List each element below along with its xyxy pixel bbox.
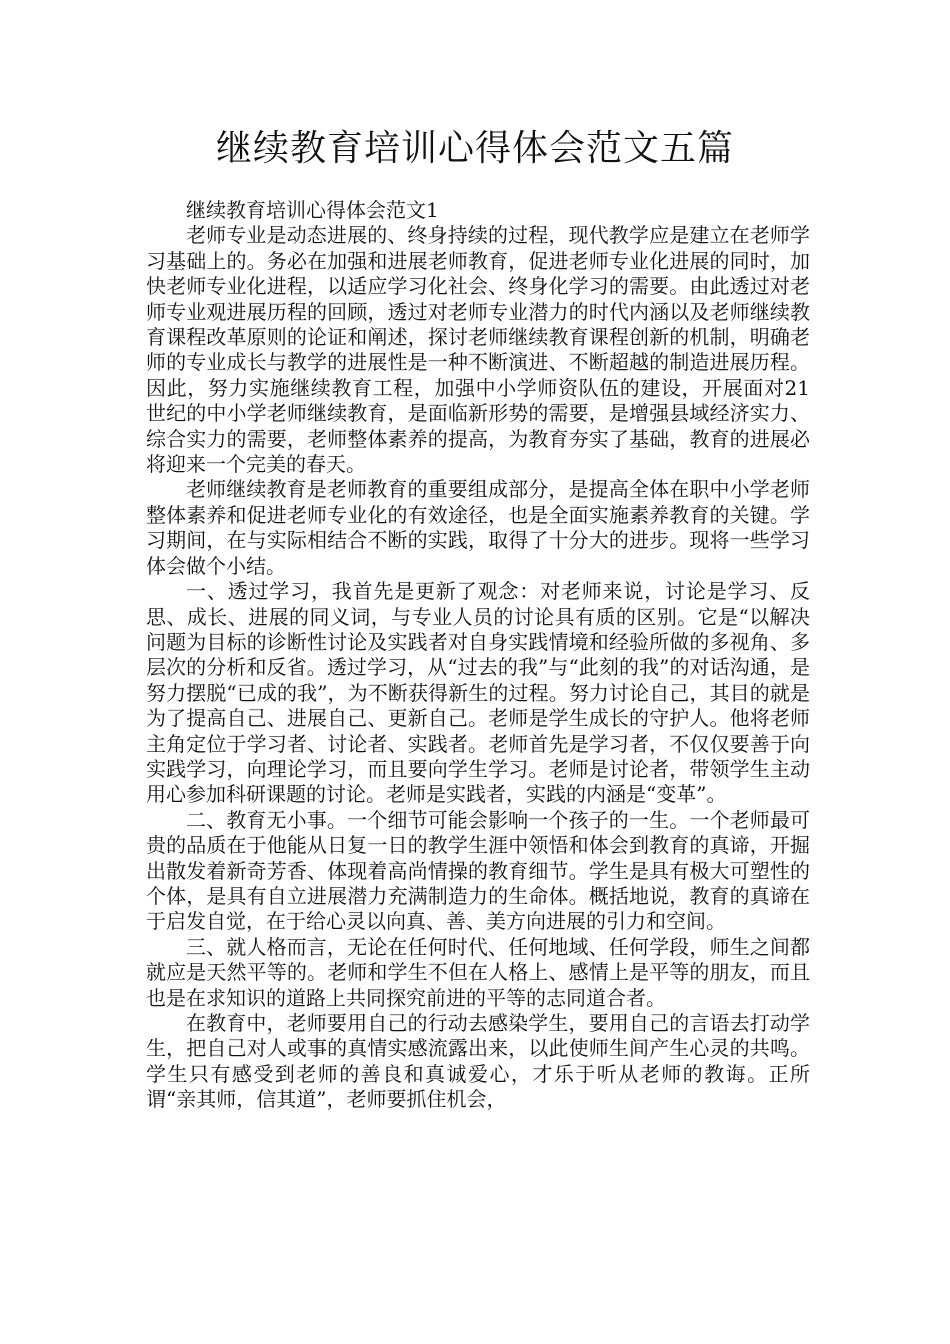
paragraph: 在教育中，老师要用自己的行动去感染学生，要用自己的言语去打动学生，把自己对人或事的真情实感流露出来，以此使师生间产生心灵的共鸣。学生只有感受到老师的善良和真诚爱心，才乐于听从老师的教诲。正所谓“亲其师，信其道”，老师要抓住机会， [146,1011,810,1112]
paragraph: 一、透过学习，我首先是更新了观念：对老师来说，讨论是学习、反思、成长、进展的同义词，与专业人员的讨论具有质的区别。它是“以解决问题为目标的诊断性讨论及实践者对自身实践情境和经验所做的多视角、多层次的分析和反省。透过学习，从“过去的我”与“此刻的我”的对话沟通，是努力摆脱“已成的我”，为不断获得新生的过程。努力讨论自己，其目的就是为了提高自己、进展自己、更新自己。老师是学生成长的守护人。他将老师主角定位于学习者、讨论者、实践者。老师首先是学习者，不仅仅要善于向实践学习，向理论学习，而且要向学生学习。老师是讨论者，带领学生主动用心参加科研课题的讨论。老师是实践者，实践的内涵是“变革”。 [146,579,810,807]
section-heading: 继续教育培训心得体会范文1 [186,198,439,222]
document-title: 继续教育培训心得体会范文五篇 [215,128,734,169]
paragraph: 二、教育无小事。一个细节可能会影响一个孩子的一生。一个老师最可贵的品质在于他能从日复一日的教学生涯中领悟和体会到教育的真谛，开掘出散发着新奇芳香、体现着高尚情操的教育细节。学生是具有极大可塑性的个体，是具有自立进展潜力充满制造力的生命体。概括地说，教育的真谛在于启发自觉，在于给心灵以向真、善、美方向进展的引力和空间。 [146,807,810,934]
paragraph: 老师继续教育是老师教育的重要组成部分，是提高全体在职中小学老师整体素养和促进老师专业化的有效途径，也是全面实施素养教育的关键。学习期间，在与实际相结合不断的实践，取得了十分大的进步。现将一些学习体会做个小结。 [146,477,810,578]
paragraph: 老师专业是动态进展的、终身持续的过程，现代教学应是建立在老师学习基础上的。务必在加强和进展老师教育，促进老师专业化进展的同时，加快老师专业化进程，以适应学习化社会、终身化学习的需要。由此透过对老师专业观进展历程的回顾，透过对老师专业潜力的时代内涵以及老师继续教育课程改革原则的论证和阐述，探讨老师继续教育课程创新的机制，明确老师的专业成长与教学的进展性是一种不断演进、不断超越的制造进展历程。因此，努力实施继续教育工程，加强中小学师资队伍的建设，开展面对21世纪的中小学老师继续教育，是面临新形势的需要，是增强县域经济实力、综合实力的需要，老师整体素养的提高，为教育夯实了基础，教育的进展必将迎来一个完美的春天。 [146,223,810,477]
paragraph: 三、就人格而言，无论在任何时代、任何地域、任何学段，师生之间都就应是天然平等的。老师和学生不但在人格上、感情上是平等的朋友，而且也是在求知识的道路上共同探究前进的平等的志同道合者。 [146,934,810,1010]
document-body [146,198,810,1113]
